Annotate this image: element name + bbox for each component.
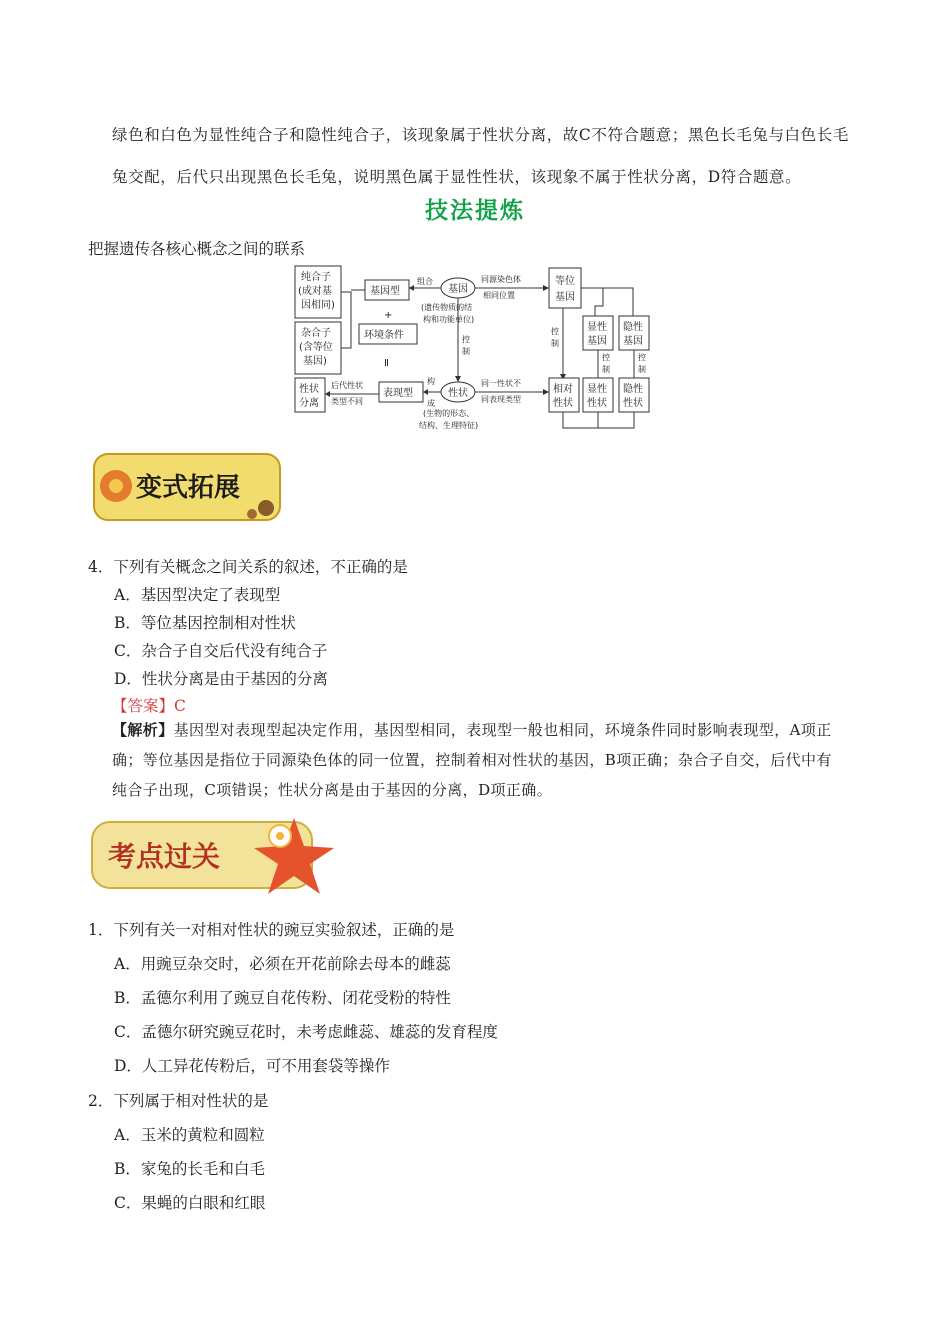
analysis-line1: 基因型对表现型起决定作用，基因型相同，表现型一般也相同，环境条件同时影响表现型，A项正 <box>173 721 832 739</box>
gene-note-l2: 构和功能单位) <box>423 315 475 324</box>
rec-gene-l2: 基因 <box>623 336 643 347</box>
paragraph-continued <box>112 120 872 192</box>
analysis-label: 【解析】 <box>112 721 174 739</box>
allele-l2: 基因 <box>555 292 575 303</box>
question-4-stem: 4．下列有关概念之间关系的叙述，不正确的是 <box>88 558 408 576</box>
seg-note-l1: 后代性状 <box>331 381 363 390</box>
rec-gene-l1: 隐性 <box>623 322 643 333</box>
q1-option-d: D．人工异花传粉后，可不用套袋等操作 <box>114 1057 390 1075</box>
q1-option-b: B．孟德尔利用了豌豆自花传粉、闭花受粉的特性 <box>114 989 451 1007</box>
q4-option-d: D．性状分离是由于基因的分离 <box>114 670 328 688</box>
env-label: 环境条件 <box>364 330 404 341</box>
control-g: 控 <box>638 353 646 362</box>
control-h: 制 <box>638 365 646 374</box>
q2-option-b: B．家兔的长毛和白毛 <box>114 1160 265 1178</box>
section-title: 技法提炼 <box>425 197 525 224</box>
dom-gene-l1: 显性 <box>587 322 607 333</box>
paragraph-line: 绿色和白色为显性纯合子和隐性纯合子，该现象属于性状分离，故C不符合题意；黑色长毛兔与白色长毛 <box>112 126 849 144</box>
analysis-block <box>112 715 872 805</box>
q1-option-c: C．孟德尔研究豌豆花时，未考虑雌蕊、雄蕊的发育程度 <box>114 1023 498 1041</box>
dom-trait-l1: 显性 <box>587 384 607 395</box>
lead-text: 把握遗传各核心概念之间的联系 <box>88 240 306 258</box>
dom-trait-l2: 性状 <box>587 398 607 409</box>
hetero-l1: 杂合子 <box>301 328 331 339</box>
hetero-l2: (含等位 <box>299 342 333 353</box>
answer-value: C <box>174 697 186 715</box>
rec-trait-l1: 隐性 <box>623 384 643 395</box>
banner1-text: 变式拓展 <box>136 473 241 503</box>
control-d: 制 <box>551 339 559 348</box>
cheng-label: 成 <box>427 399 435 408</box>
gou-label: 构 <box>427 377 435 386</box>
analysis-line2: 确；等位基因是指位于同源染色体的同一位置，控制着相对性状的基因，B项正确；杂合子自交，后代中有 <box>112 751 832 769</box>
control-a: 控 <box>462 335 470 344</box>
shell-icon <box>258 500 274 516</box>
q2-option-c: C．果蝇的白眼和红眼 <box>114 1194 266 1212</box>
equals-sign: Ⅱ <box>384 358 389 369</box>
seg-l1: 性状 <box>299 384 319 395</box>
homolog-l1: 同源染色体 <box>481 275 521 284</box>
pure-l2: (成对基 <box>298 286 332 297</box>
pure-l1: 纯合子 <box>301 272 331 283</box>
question-2-stem: 2．下列属于相对性状的是 <box>88 1092 269 1110</box>
relative-l2: 性状 <box>553 398 573 409</box>
q2-option-a: A．玉米的黄粒和圆粒 <box>114 1126 265 1144</box>
hetero-l3: 基因) <box>303 356 327 367</box>
paragraph-line: 兔交配，后代只出现黑色长毛兔，说明黑色属于显性性状，该现象不属于性状分离，D符合题意。 <box>112 168 802 186</box>
question-1-stem: 1．下列有关一对相对性状的豌豆实验叙述，正确的是 <box>88 921 455 939</box>
seg-l2: 分离 <box>299 398 319 409</box>
rec-trait-l2: 性状 <box>623 398 643 409</box>
q4-option-a: A．基因型决定了表现型 <box>114 586 281 604</box>
q1-option-a: A．用豌豆杂交时，必须在开花前除去母本的雌蕊 <box>114 955 451 973</box>
genotype-label: 基因型 <box>370 286 400 297</box>
phenotype-label: 表现型 <box>383 388 413 399</box>
dom-gene-l2: 基因 <box>587 336 607 347</box>
q4-option-b: B．等位基因控制相对性状 <box>114 614 296 632</box>
gene-label: 基因 <box>448 284 468 295</box>
answer-line <box>112 694 186 716</box>
relative-l1: 相对 <box>553 384 573 395</box>
trait-label: 性状 <box>448 388 468 399</box>
combine-label: 组合 <box>417 277 433 286</box>
analysis-line3: 纯合子出现，C项错误；性状分离是由于基因的分离，D项正确。 <box>112 781 553 799</box>
control-e: 控 <box>602 353 610 362</box>
banner-checkpoint <box>88 808 344 898</box>
pure-l3: 因相同) <box>301 300 335 311</box>
same-trait-l2: 同表现类型 <box>481 395 521 404</box>
control-b: 制 <box>462 347 470 356</box>
concept-diagram <box>293 262 661 438</box>
same-trait-l1: 同一性状不 <box>481 379 521 388</box>
allele-l1: 等位 <box>555 276 575 287</box>
control-f: 制 <box>602 365 610 374</box>
q4-option-c: C．杂合子自交后代没有纯合子 <box>114 642 328 660</box>
banner-variation <box>88 446 288 526</box>
control-c: 控 <box>551 327 559 336</box>
trait-note-l2: 结构、生理特征) <box>419 421 479 430</box>
seg-note-l2: 类型不同 <box>331 397 363 406</box>
homolog-l2: 相同位置 <box>483 291 515 300</box>
trait-note-l1: (生物的形态、 <box>423 409 475 418</box>
gene-note-l1: (遗传物质的结 <box>421 303 473 312</box>
banner2-text: 考点过关 <box>108 840 221 873</box>
plus-sign: + <box>384 310 393 321</box>
answer-label: 【答案】 <box>112 697 175 715</box>
